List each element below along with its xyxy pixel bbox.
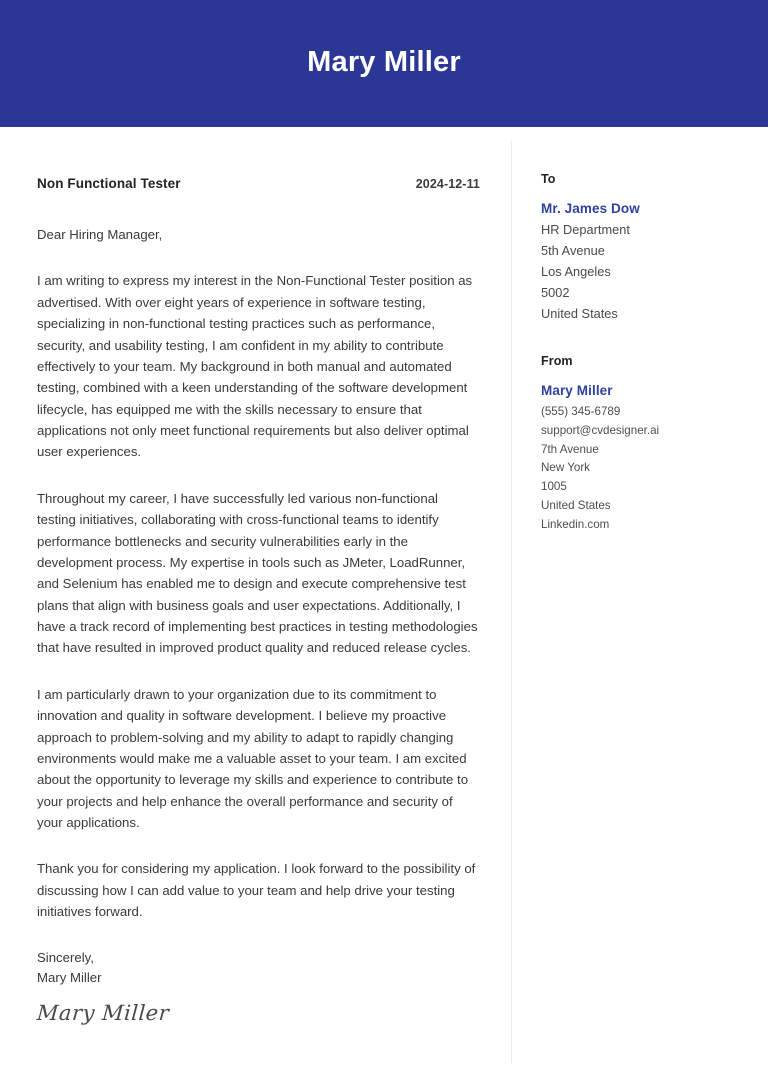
handwritten-signature: Mary Miller: [36, 1001, 171, 1026]
sender-block: [541, 354, 748, 534]
sender-contact-details: [541, 403, 748, 535]
sender-address-line: United States: [541, 499, 611, 513]
letter-date: 2024-12-11: [415, 177, 480, 191]
address-line: 5th Avenue: [541, 243, 605, 259]
sender-name: Mary Miller: [541, 383, 613, 399]
sender-address-line: New York: [541, 461, 590, 475]
sender-address-line: 1005: [541, 480, 567, 494]
from-heading: From: [541, 354, 573, 369]
letter-salutation: Dear Hiring Manager,: [37, 227, 163, 242]
address-line: United States: [541, 305, 618, 321]
letter-header-band: [0, 0, 768, 127]
job-title: Non Functional Tester: [37, 176, 181, 191]
closing-name: Mary Miller: [37, 970, 102, 986]
address-line: HR Department: [541, 222, 630, 238]
letter-head-row: [37, 176, 480, 191]
recipient-address: [541, 220, 748, 324]
recipient-block: [541, 172, 748, 324]
letter-main-column: [0, 127, 511, 1078]
sender-linkedin[interactable]: Linkedin.com: [541, 518, 610, 532]
sender-phone: (555) 345-6789: [541, 404, 621, 418]
address-line: 5002: [541, 284, 570, 300]
sender-email[interactable]: support@cvdesigner.ai: [541, 423, 660, 437]
letter-paragraph: Throughout my career, I have successfully led various non-functional testing initiatives, collaborating with cross-functional teams to identify performance bottlenecks and security vulnerabilities early in the development process. My expertise in tools such as JMeter, LoadRunner, and Selenium has enabled me to design and execute comprehensive test plans that align with business goals and user expectations. Additionally, I have a track record of implementing best practices in testing methodologies that have resulted in improved product quality and reduced release cycles.: [37, 490, 478, 656]
recipient-name: Mr. James Dow: [541, 201, 640, 216]
letter-paragraph: I am particularly drawn to your organization due to its commitment to innovation and quality in software development. I believe my proactive approach to problem-solving and my ability to adapt to rapidly changing environments would make me a valuable asset to your team. I am excited about the opportunity to leverage my skills and experience to contribute to your projects and help enhance the overall performance and security of your applications.: [37, 686, 469, 831]
letter-paragraph: Thank you for considering my application. I look forward to the possibility of discussing how I can add value to your team and help drive your testing initiatives forward.: [37, 861, 476, 920]
letter-content: [0, 127, 768, 1078]
sender-address-line: 7th Avenue: [541, 442, 599, 456]
letter-closing: [37, 948, 480, 989]
letter-paragraph: I am writing to express my interest in the Non-Functional Tester position as advertised. With over eight years of experience in software testing, specializing in non-functional testing practices such as performance, security, and usability testing, I am confident in my ability to contribute effectively to your team. My background in both manual and automated testing, combined with a keen understanding of the software development lifecycle, has equipped me with the skills necessary to ensure that applications not only meet functional requirements but also deliver optimal user experiences.: [37, 273, 473, 460]
header-candidate-name: Mary Miller: [307, 46, 461, 78]
to-heading: To: [541, 172, 556, 186]
address-line: Los Angeles: [541, 263, 611, 279]
letter-sidebar: [512, 127, 768, 1078]
closing-salutation: Sincerely,: [37, 949, 94, 965]
